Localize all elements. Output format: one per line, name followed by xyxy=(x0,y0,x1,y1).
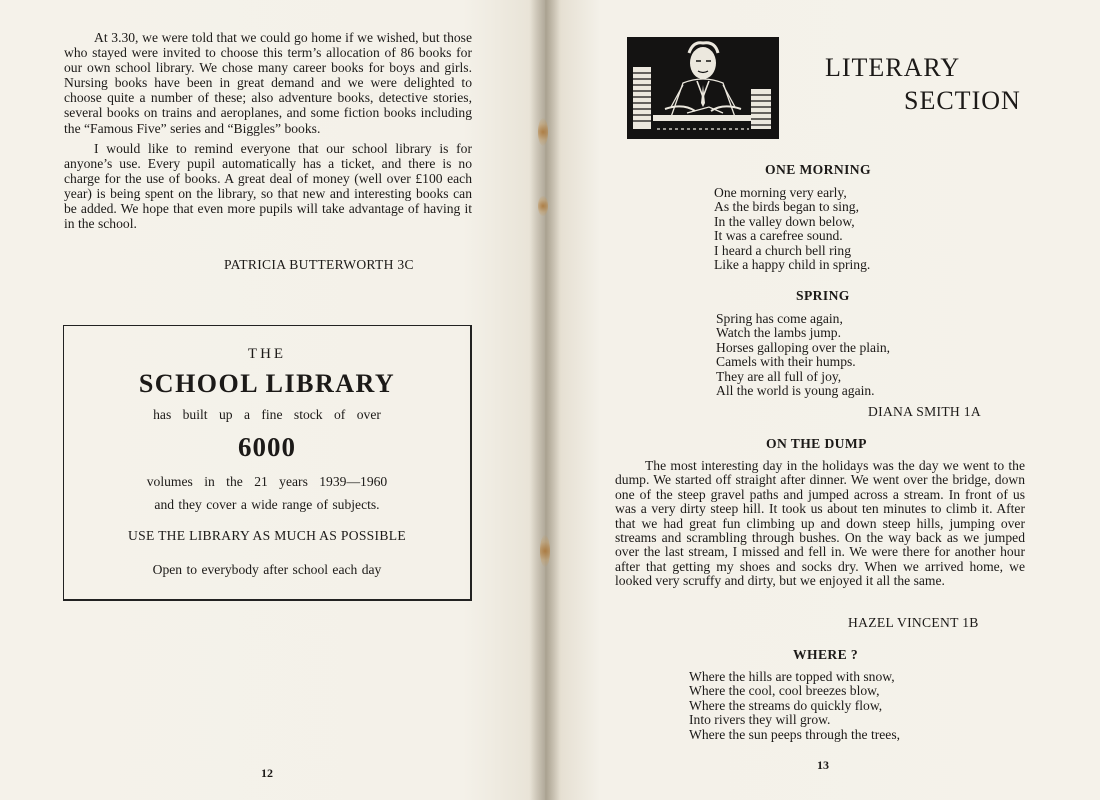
poem-title-where: WHERE ? xyxy=(793,647,859,662)
library-article xyxy=(64,30,472,231)
poem-title-one-morning: ONE MORNING xyxy=(765,162,871,177)
poem-line: Into rivers they will grow. xyxy=(689,712,831,728)
poem-author-diana: DIANA SMITH 1A xyxy=(868,404,981,419)
notice-line-4: USE THE LIBRARY AS MUCH AS POSSIBLE xyxy=(128,528,406,543)
poem-line: Where the cool, cool breezes blow, xyxy=(689,683,880,699)
poem-where xyxy=(689,670,900,742)
poem-line: It was a carefree sound. xyxy=(714,228,843,244)
notice-line-2: volumes in the 21 years 1939—1960 xyxy=(146,474,388,489)
article-signature: PATRICIA BUTTERWORTH 3C xyxy=(224,257,414,272)
staple-rust-mark xyxy=(538,118,548,146)
page-number-left: 12 xyxy=(261,766,273,780)
notice-line-5: Open to everybody after school each day xyxy=(152,562,382,577)
essay-on-the-dump xyxy=(615,459,1025,589)
section-title-section: SECTION xyxy=(904,86,1021,115)
poem-line: Horses galloping over the plain, xyxy=(716,339,891,355)
page-number-right: 13 xyxy=(817,758,829,772)
staple-rust-mark xyxy=(540,535,550,567)
poem-line: Spring has come again, xyxy=(716,311,843,326)
poem-line: Watch the lambs jump. xyxy=(716,325,841,341)
poem-title-spring: SPRING xyxy=(796,288,850,303)
poem-line: One morning very early, xyxy=(714,185,847,200)
poem-line: They are all full of joy, xyxy=(716,368,842,384)
teacher-at-desk-illustration xyxy=(627,37,779,139)
staple-rust-mark xyxy=(538,196,548,216)
notice-line-1: has built up a fine stock of over xyxy=(153,407,381,422)
notice-title: SCHOOL LIBRARY xyxy=(138,369,396,398)
essay-author-hazel: HAZEL VINCENT 1B xyxy=(848,615,979,630)
left-page xyxy=(0,0,545,800)
poem-line: I heard a church bell ring xyxy=(714,242,852,258)
poem-one-morning xyxy=(714,186,870,272)
poem-line: In the valley down below, xyxy=(714,213,855,229)
library-notice-box xyxy=(63,325,472,601)
poem-line: As the birds began to sing, xyxy=(714,199,859,215)
poem-spring xyxy=(716,312,890,398)
poem-line: Where the streams do quickly flow, xyxy=(689,697,883,713)
poem-line: Camels with their humps. xyxy=(716,354,856,370)
poem-line: Where the sun peeps through the trees, xyxy=(689,726,901,742)
essay-title-on-the-dump: ON THE DUMP xyxy=(766,436,867,451)
section-title-literary: LITERARY xyxy=(825,53,961,82)
article-paragraph-2: I would like to remind everyone that our school library is for anyone’s use. Every pupil automatically has a ticket, and there is no charge for the use of books. A great deal of money (well over £100 each year) is being spent on the library, so that new and interesting books can be added. We hope that even more pupils will take advantage of having it in the school. xyxy=(64,140,472,232)
essay-paragraph: The most interesting day in the holidays was the day we went to the dump. We started off straight after dinner. We went over the bridge, down one of the steep gravel paths and jumped across a stream. In front of us was a very dirty steep hill. It took us about ten minutes to climb it. After that we had great fun climbing up and down steep hills, jumping over streams and scrambling through bushes. On the way back as we jumped over the last stream, I missed and fell in. We were there for another hour after that getting my shoes and socks dry. When we arrived home, we looked very scruffy and dirty, but we enjoyed it all the same. xyxy=(615,458,1025,589)
notice-line-3: and they cover a wide range of subjects. xyxy=(154,497,380,512)
poem-line: Like a happy child in spring. xyxy=(714,257,871,273)
right-page xyxy=(545,0,1100,800)
article-paragraph-1: At 3.30, we were told that we could go home if we wished, but those who stayed were invited to choose this term’s allocation of 86 books for our own school library. We chose many career books for boys and girls. Nursing books have been in great demand and we were delighted to choose quite a number of these; also adventure books, detective stories, several books on trains and aeroplanes, and some fiction books including the “Famous Five” series and “Biggles” books. xyxy=(64,30,472,136)
notice-the: THE xyxy=(247,346,287,362)
notice-number: 6000 xyxy=(238,432,296,462)
poem-line: All the world is young again. xyxy=(716,383,875,399)
poem-line: Where the hills are topped with snow, xyxy=(689,669,895,684)
